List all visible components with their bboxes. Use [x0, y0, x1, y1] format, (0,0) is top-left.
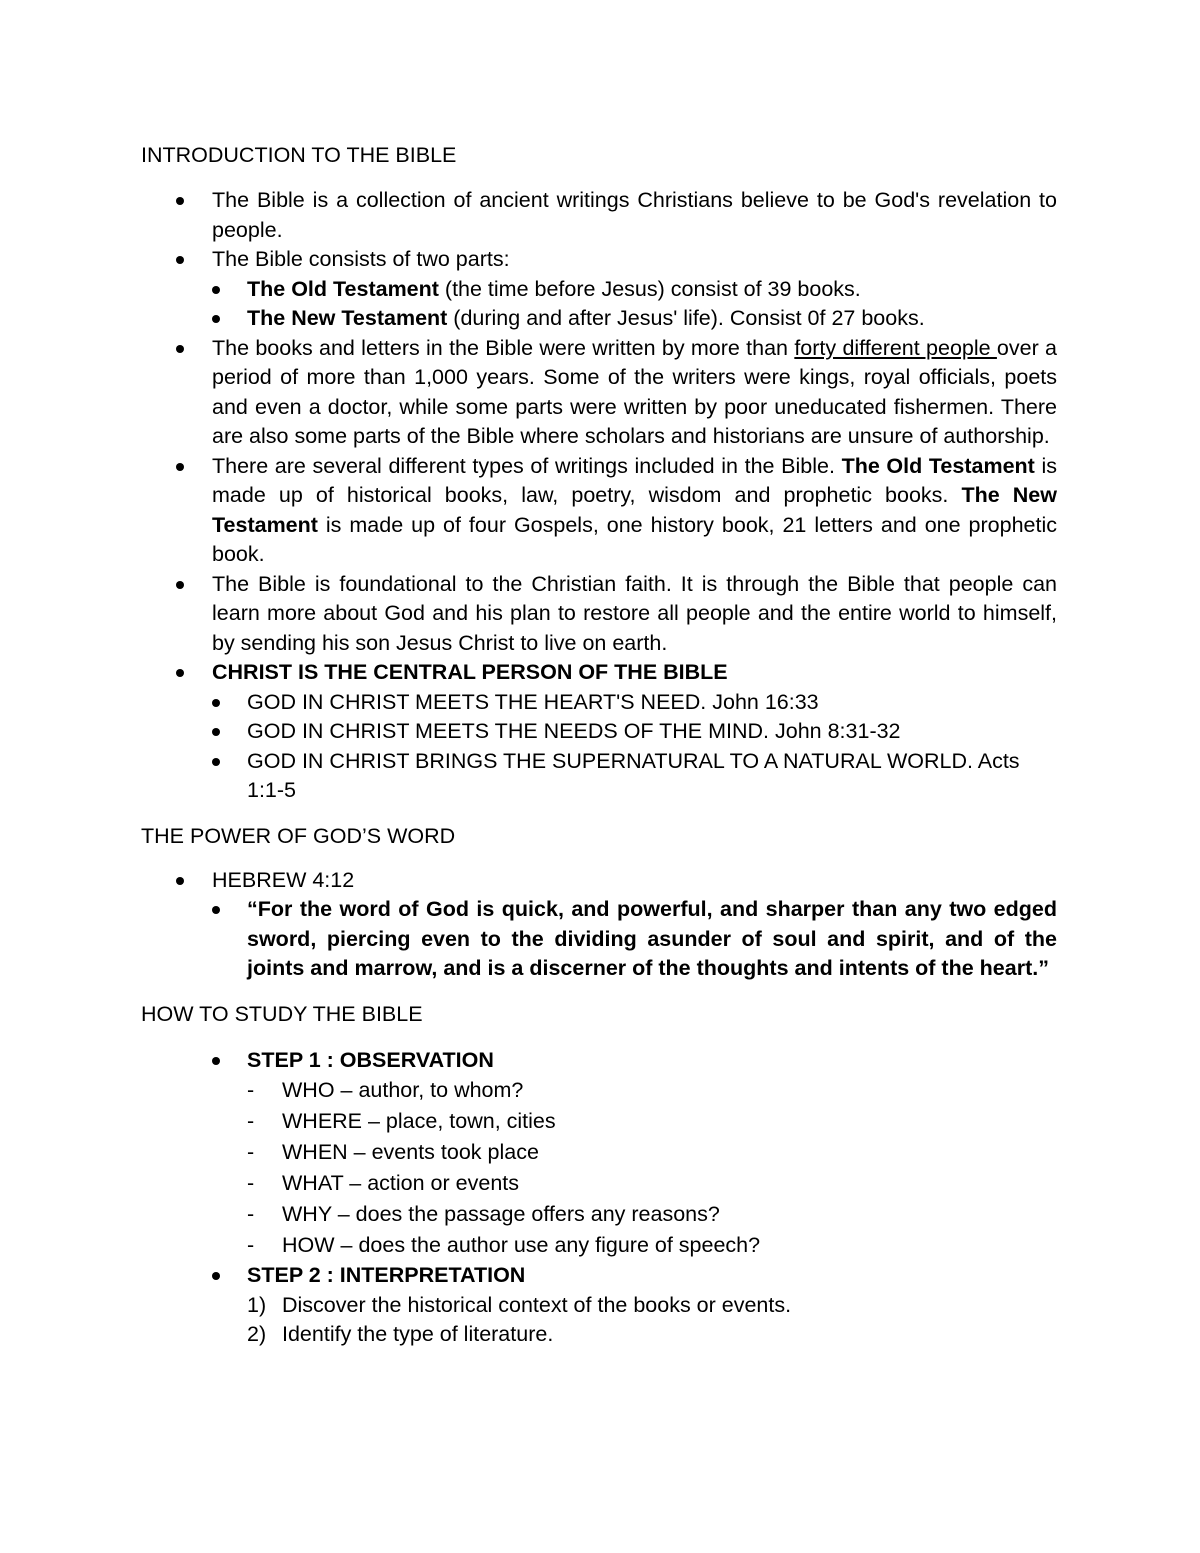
- paragraph-text: The Bible is foundational to the Christian faith. It is through the Bible that people can learn more about God and his plan to restore all people and the entire world to himself, by sending his son Jesus Christ to live on earth.: [212, 571, 1057, 655]
- scripture-reference: HEBREW 4:12: [212, 867, 355, 892]
- scripture-quote: “For the word of God is quick, and powerful, and sharper than any two edged sword, piercing even to the dividing asunder of soul and spirit, and of the joints and marrow, and is a discerner of the thoughts and intents of the heart.”: [247, 897, 1057, 980]
- list-item: [141, 1291, 1057, 1321]
- list-item: [141, 866, 1057, 896]
- paragraph-text: The Bible consists of two parts:: [212, 247, 510, 271]
- new-testament-label: The New Testament: [212, 483, 1057, 537]
- dash-marker: -: [247, 1109, 255, 1133]
- list-item: [141, 688, 1057, 718]
- paragraph-text: The Bible is a collection of ancient writings Christians believe to be God's revelation to people.: [212, 188, 1057, 242]
- list-item: [141, 452, 1057, 570]
- paragraph-text: GOD IN CHRIST MEETS THE HEART'S NEED. John 16:33: [247, 689, 819, 714]
- list-item: [141, 658, 1057, 688]
- bullet-icon: [212, 315, 220, 323]
- list-item: [141, 334, 1057, 452]
- list-item: [141, 275, 1057, 305]
- new-testament-label: The New Testament: [247, 306, 448, 330]
- section-heading-study: HOW TO STUDY THE BIBLE: [141, 1001, 423, 1026]
- paragraph-text: The books and letters in the Bible were written by more than: [212, 335, 795, 360]
- paragraph-text: GOD IN CHRIST BRINGS THE SUPERNATURAL TO A NATURAL WORLD. Acts 1:1-5: [247, 748, 1020, 802]
- list-item: [141, 245, 1057, 275]
- list-item: [141, 747, 1057, 806]
- dash-marker: -: [247, 1233, 255, 1257]
- bullet-icon: [212, 728, 220, 736]
- list-item: [141, 1230, 1057, 1261]
- bullet-icon: [212, 1057, 220, 1065]
- paragraph-text: WHY – does the passage offers any reasons?: [282, 1202, 720, 1226]
- list-item: [141, 1261, 1057, 1291]
- list-item: [141, 1046, 1057, 1076]
- section-heading-introduction: INTRODUCTION TO THE BIBLE: [141, 143, 457, 167]
- bullet-icon: [176, 345, 184, 353]
- number-marker: 2): [247, 1322, 267, 1346]
- list-item: [141, 1075, 1057, 1106]
- paragraph-text: There are several different types of writings included in the Bible.: [212, 453, 842, 478]
- list-item: [141, 1106, 1057, 1137]
- list-item: [141, 1320, 1057, 1350]
- paragraph-text: is made up of historical books, law, poetry, wisdom and prophetic books.: [212, 453, 1058, 507]
- paragraph-text: GOD IN CHRIST MEETS THE NEEDS OF THE MIND. John 8:31-32: [247, 719, 901, 743]
- list-item: [141, 717, 1057, 747]
- bullet-icon: [176, 581, 184, 589]
- dash-marker: -: [247, 1171, 255, 1195]
- dash-marker: -: [247, 1202, 255, 1226]
- study-list: [141, 1046, 1057, 1350]
- list-item: [141, 570, 1057, 659]
- dash-marker: -: [247, 1078, 255, 1102]
- christ-heading: CHRIST IS THE CENTRAL PERSON OF THE BIBLE: [212, 660, 728, 684]
- paragraph-text: is made up of four Gospels, one history book, 21 letters and one prophetic book.: [212, 512, 1057, 566]
- bullet-icon: [212, 286, 220, 294]
- paragraph-text: WHAT – action or events: [282, 1171, 519, 1195]
- list-item: [141, 1199, 1057, 1230]
- bullet-icon: [212, 699, 220, 707]
- section-heading-power: THE POWER OF GOD’S WORD: [141, 823, 456, 848]
- bullet-icon: [176, 669, 184, 677]
- paragraph-text: over a period of more than 1,000 years. Some of the writers were kings, royal officials, poets and even a doctor, while some parts were written by poor uneducated fishermen. There are also some parts of the Bible where scholars and historians are unsure of authorship.: [212, 335, 1057, 448]
- underlined-text: forty different people: [794, 335, 997, 360]
- bullet-icon: [176, 197, 184, 205]
- bullet-icon: [212, 758, 220, 766]
- list-item: [141, 304, 1057, 334]
- document-body: [141, 141, 1057, 1350]
- introduction-list: [141, 186, 1057, 806]
- bullet-icon: [176, 877, 184, 885]
- paragraph-text: WHERE – place, town, cities: [282, 1109, 556, 1133]
- paragraph-text: WHEN – events took place: [282, 1140, 539, 1164]
- paragraph-text: (the time before Jesus) consist of 39 books.: [438, 276, 861, 301]
- dash-marker: -: [247, 1140, 255, 1164]
- list-item: [141, 1168, 1057, 1199]
- power-list: [141, 866, 1057, 984]
- bullet-icon: [176, 463, 184, 471]
- paragraph-text: Identify the type of literature.: [282, 1322, 554, 1346]
- bullet-icon: [212, 1272, 220, 1280]
- paragraph-text: HOW – does the author use any figure of speech?: [282, 1233, 761, 1257]
- list-item: [141, 186, 1057, 245]
- step-heading: STEP 2 : INTERPRETATION: [247, 1263, 526, 1287]
- bullet-icon: [176, 256, 184, 264]
- paragraph-text: Discover the historical context of the books or events.: [282, 1292, 792, 1317]
- old-testament-label: The Old Testament: [247, 276, 439, 301]
- bullet-icon: [212, 906, 220, 914]
- step-heading: STEP 1 : OBSERVATION: [247, 1047, 494, 1072]
- number-marker: 1): [247, 1292, 267, 1317]
- old-testament-label: The Old Testament: [841, 453, 1035, 478]
- list-item: [141, 1137, 1057, 1168]
- list-item: [141, 895, 1057, 984]
- paragraph-text: (during and after Jesus' life). Consist 0f 27 books.: [447, 306, 925, 330]
- paragraph-text: WHO – author, to whom?: [282, 1078, 524, 1102]
